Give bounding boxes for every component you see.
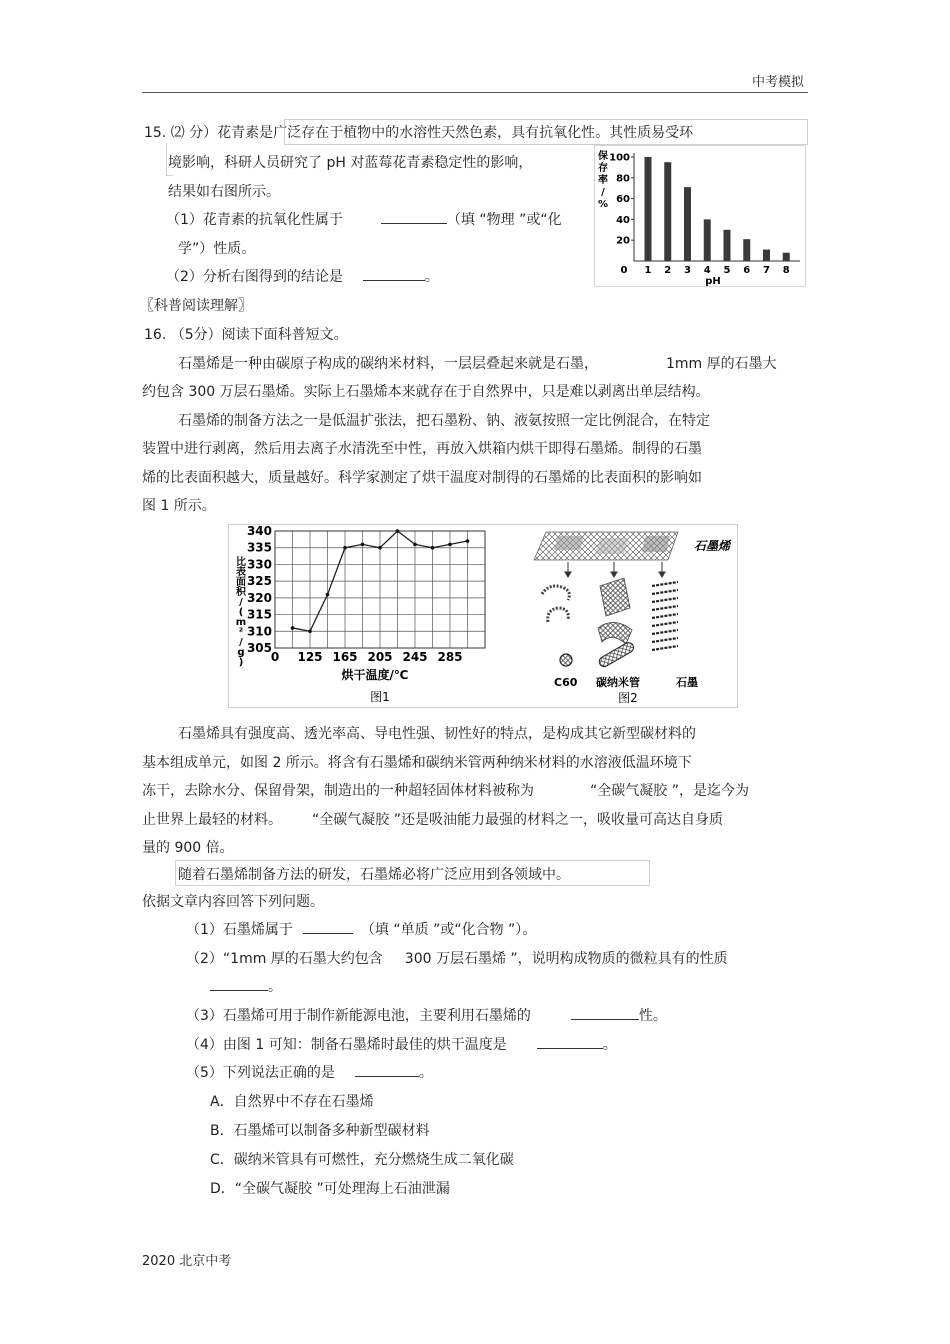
nanotube-formation-icon	[597, 578, 635, 668]
ph-bar-chart	[594, 145, 806, 287]
q15-sub1-text-b: （填 “物理 ”或“化	[446, 212, 562, 228]
figure1-y-tick-label: 340	[246, 525, 272, 538]
axis-label-char: m	[235, 617, 247, 628]
q16-p1-line1	[178, 353, 777, 373]
figure1-x-tick-label: 245	[402, 650, 428, 664]
figure1-data-point	[413, 543, 417, 547]
q16-p3-line5: 量的 900 倍。	[142, 840, 234, 856]
q16-sub4-text-a: （4）由图 1 可知：制备石墨烯时最佳的烘干温度是	[186, 1037, 507, 1053]
q15-sub2-text-a: （2）分析右图得到的结论是	[166, 269, 343, 285]
option-d[interactable]: D．“全碳气凝胶 ”可处理海上石油泄漏	[210, 1181, 450, 1197]
figure1-y-tick-label: 330	[246, 557, 272, 572]
nanotube-label: 碳纳米管	[596, 676, 640, 689]
figure1-y-tick-label: 310	[246, 624, 272, 639]
q15-line3: 结果如右图所示。	[168, 184, 280, 200]
q16-sub1-text-a: （1）石墨烯属于	[186, 922, 293, 938]
ph-x-tick-label: 4	[703, 265, 711, 276]
axis-label-char: (	[238, 607, 244, 618]
axis-label-char: /	[239, 597, 243, 608]
ph-x-tick-label: 2	[664, 265, 672, 276]
q16-p3-line1: 石墨烯具有强度高、透光率高、导电性强、韧性好的特点，是构成其它新型碳材料的	[178, 726, 696, 742]
q16-p3-line4	[142, 809, 723, 829]
q16-p4: 随着石墨烯制备方法的研发，石墨烯必将广泛应用到各领域中。	[178, 867, 570, 883]
ph-y-axis-label	[597, 149, 608, 210]
q16-sub2	[186, 948, 728, 968]
graphene-label: 石墨烯	[694, 539, 731, 553]
axis-label-char: %	[597, 199, 609, 210]
q16-title: 16. （5分）阅读下面科普短文。	[144, 327, 348, 343]
axis-label-char: 表	[236, 567, 246, 578]
footer-text: 2020 北京中考	[142, 1254, 232, 1269]
arrow-icon	[565, 562, 665, 577]
axis-label-char: )	[238, 657, 244, 668]
ph-bar	[645, 157, 652, 261]
q15-sub2-answer-blank[interactable]	[363, 266, 425, 281]
q16-p2-line2: 装置中进行剥离，然后用去离子水清洗至中性，再放入烘箱内烘干即得石墨烯。制得的石墨	[142, 441, 702, 457]
q16-sub5-text-a: （5）下列说法正确的是	[186, 1065, 335, 1081]
figure1-data-point	[343, 546, 347, 550]
q16-p1-line1-a: 石墨烯是一种由碳原子构成的碳纳米材料，一层层叠起来就是石墨，	[178, 356, 598, 372]
q16-sub5-answer-blank[interactable]	[355, 1062, 419, 1077]
q15-sub1-text-a: （1）花青素的抗氧化性属于	[166, 212, 343, 228]
figure1-y-tick-label: 315	[246, 607, 272, 622]
q15-sub1-answer-blank[interactable]	[381, 209, 447, 224]
q15-sub1-cont: 学”）性质。	[178, 241, 256, 257]
header-title: 中考模拟	[752, 75, 805, 90]
axis-label-char: 比	[236, 557, 246, 568]
graphene-sheet	[534, 532, 678, 560]
figure1-data-point	[378, 546, 382, 550]
q16-sub2-text-a: （2）“1mm 厚的石墨大约包含	[186, 951, 383, 967]
q16-p2-line4: 图 1 所示。	[142, 498, 216, 514]
q16-p3-line4-b: “全碳气凝胶 ”还是吸油能力最强的材料之一，吸收量可高达自身质	[312, 812, 723, 828]
q15-sub2-text-b: 。	[424, 269, 439, 285]
figure1-data-point	[431, 546, 435, 550]
q16-sub3-text-a: （3）石墨烯可用于制作新能源电池，主要利用石墨烯的	[186, 1008, 531, 1024]
q16-p3-line3-a: 冻干，去除水分、保留骨架，制造出的一种超轻固体材料被称为	[142, 783, 534, 799]
q15-sub1	[166, 209, 562, 229]
q16-sub2-cont	[210, 976, 282, 996]
ph-y-tick-label: 60	[616, 194, 630, 206]
ph-x-tick-label: 1	[644, 265, 652, 276]
option-b[interactable]: B．石墨烯可以制备多种新型碳材料	[210, 1123, 430, 1139]
ph-x-tick-label: 8	[782, 265, 790, 276]
figure1-data-point	[361, 543, 365, 547]
ph-y-tick-label: 100	[609, 152, 630, 164]
q16-sub1-text-b: （填 “单质 ”或“化合物 ”）。	[360, 922, 537, 938]
axis-label-char: /	[239, 637, 243, 648]
figure1-x-tick-label: 285	[437, 650, 463, 664]
q16-p3-line3-b: “全碳气凝胶 ”，是迄今为	[590, 783, 749, 799]
ph-x-tick-label: 3	[684, 265, 691, 276]
q16-sub2-answer-blank[interactable]	[210, 976, 268, 991]
figure1-data-point	[396, 529, 400, 533]
q16-sub3-answer-blank[interactable]	[571, 1005, 639, 1020]
ph-bar	[743, 239, 750, 261]
axis-label-char: 面	[236, 577, 246, 588]
ph-bar	[664, 162, 671, 261]
figure1-y-axis-label	[236, 555, 247, 668]
figure1-data-point	[466, 539, 470, 543]
q16-sub5-text-b: 。	[418, 1065, 433, 1081]
ph-x-tick-label: 6	[743, 265, 751, 276]
ph-y-tick-label: 80	[616, 173, 630, 185]
header-rule	[142, 92, 808, 93]
figure1-y-tick-label: 320	[246, 590, 272, 605]
ph-bar	[684, 187, 691, 261]
ph-bar	[704, 219, 711, 261]
figure2-diagram	[528, 528, 734, 704]
figure2-caption: 图2	[618, 691, 638, 704]
option-c[interactable]: C．碳纳米管具有可燃性，充分燃烧生成二氧化碳	[210, 1152, 514, 1168]
q16-p1-line2: 约包含 300 万层石墨烯。实际上石墨烯本来就存在于自然界中，只是难以剥离出单层结构。	[142, 384, 710, 400]
q15-line1: 15. ⑵ 分）花青素是广泛存在于植物中的水溶性天然色素，具有抗氧化性。其性质易受环	[144, 125, 694, 141]
ph-x-tick-label: 5	[723, 265, 731, 276]
figure1-data-point	[291, 626, 295, 630]
q16-p3-line3	[142, 780, 749, 800]
q16-sub4-answer-blank[interactable]	[537, 1034, 603, 1049]
figure1-caption: 图1	[370, 690, 390, 704]
c60-formation-icon	[542, 586, 572, 666]
figure1-y-tick-label: 305	[246, 641, 272, 655]
figure1-data-point	[448, 543, 452, 547]
q16-sub4-text-b: 。	[602, 1037, 617, 1053]
axis-label-char: 率	[598, 175, 608, 186]
option-a[interactable]: A．自然界中不存在石墨烯	[210, 1094, 374, 1110]
figure1-line-chart	[229, 525, 491, 706]
figure1-x-tick-label: 205	[367, 650, 393, 664]
q16-p3-line4-a: 止世界上最轻的材料。	[142, 812, 282, 828]
figure1-data-point	[326, 593, 330, 597]
figure1-x-axis-label: 烘干温度/℃	[341, 668, 409, 682]
q16-prompt: 依据文章内容回答下列问题。	[142, 894, 324, 910]
axis-label-char: 保	[598, 151, 608, 162]
figure1-x-tick-label: 165	[332, 650, 358, 664]
ph-origin-label: 0	[620, 265, 628, 276]
graphite-stack-icon	[652, 582, 678, 650]
ph-y-tick-label: 20	[616, 235, 630, 247]
ph-bar	[783, 253, 790, 261]
q16-sub5	[186, 1062, 433, 1082]
ph-x-tick-label: 7	[763, 265, 770, 276]
q16-sub1-answer-blank[interactable]	[303, 919, 353, 934]
q15-line2: 境影响，科研人员研究了 pH 对蓝莓花青素稳定性的影响，	[168, 155, 533, 171]
q16-sub3-text-b: 性。	[638, 1008, 667, 1024]
axis-label-char: 存	[598, 163, 608, 174]
axis-label-char: 积	[236, 587, 246, 598]
section-label: 〖科普阅读理解〗	[140, 298, 252, 314]
q16-p1-line1-b: 1mm 厚的石墨大	[666, 356, 777, 372]
ph-y-tick-label: 40	[616, 214, 630, 226]
q16-sub4	[186, 1034, 617, 1054]
q16-p2-line1: 石墨烯的制备方法之一是低温扩张法，把石墨粉、钠、液氨按照一定比例混合，在特定	[178, 413, 710, 429]
ph-bar	[724, 230, 731, 261]
graphite-label: 石墨	[676, 676, 698, 689]
q16-sub1	[186, 919, 536, 939]
figure1-y-tick-label: 325	[246, 574, 272, 589]
q16-sub3	[186, 1005, 667, 1025]
figure1-x-tick-label: 125	[297, 650, 323, 664]
c60-label: C60	[554, 676, 578, 689]
q16-p3-line2: 基本组成单元，如图 2 所示。将含有石墨烯和碳纳米管两种纳米材料的水溶液低温环境下	[142, 755, 692, 771]
ph-bar	[763, 250, 770, 261]
axis-label-char: /	[601, 187, 605, 198]
q15-sub2	[166, 266, 439, 286]
axis-label-char: g	[237, 647, 245, 658]
figure1-data-point	[308, 629, 312, 633]
q16-p2-line3: 烯的比表面积越大，质量越好。科学家测定了烘干温度对制得的石墨烯的比表面积的影响如	[142, 470, 702, 486]
figure1-y-tick-label: 335	[246, 540, 272, 555]
axis-label-char: ²	[238, 627, 244, 638]
figure1-x-tick-label: 0	[270, 650, 280, 664]
q16-sub2-text-b: 300 万层石墨烯 ”，说明构成物质的微粒具有的性质	[404, 951, 728, 967]
q16-sub2-text-c: 。	[268, 979, 282, 995]
ph-x-axis-label: pH	[705, 276, 721, 287]
